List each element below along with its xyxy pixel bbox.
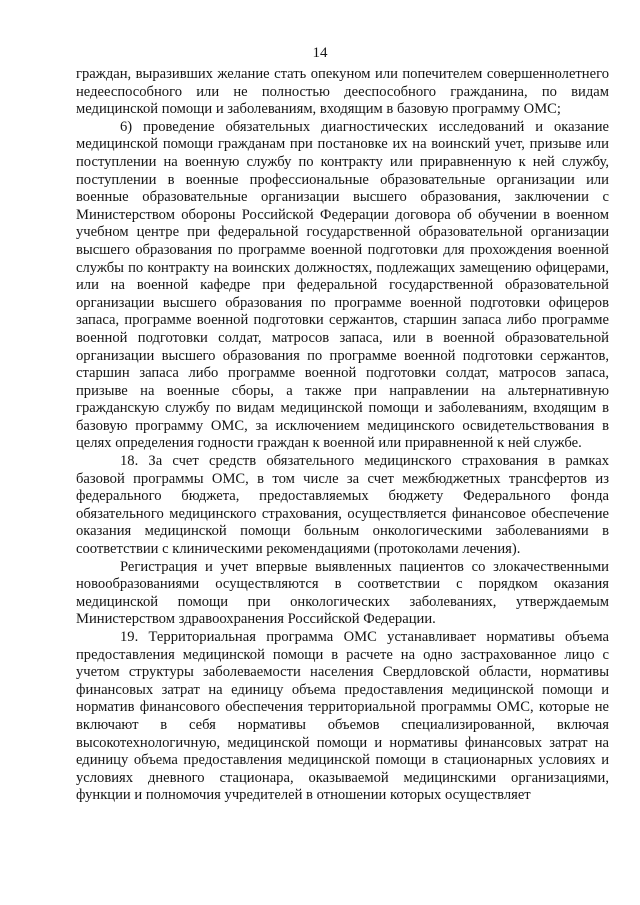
document-body	[76, 66, 609, 805]
paragraph-registration: Регистрация и учет впервые выявленных пациентов со злокачественными новообразованиями осуществляются в соответствии с порядком оказания медицинской помощи при онкологических заболеваниях, утверждаемым Министерством здравоохранения Российской Федерации.	[76, 558, 609, 628]
paragraph-continuation: граждан, выразивших желание стать опекуном или попечителем совершеннолетнего недееспособного или не полностью дееспособного гражданина, по видам медицинской помощи и заболеваниям, входящим в базовую программу ОМС;	[76, 66, 609, 118]
page-number: 14	[312, 45, 328, 61]
paragraph-item-19: 19. Территориальная программа ОМС устанавливает нормативы объема предоставления медицинской помощи в расчете на одно застрахованное лицо с учетом структуры заболеваемости населения Свердловской области, нормативы финансовых затрат на единицу объема предоставления медицинской помощи и норматив финансового обеспечения территориальной программы ОМС, которые не включают в себя нормативы объемов специализированной, включая высокотехнологичную, медицинской помощи и нормативы финансовых затрат на единицу объема предоставления медицинской помощи в стационарных условиях и условиях дневного стационара, оказываемой медицинскими организациями, функции и полномочия учредителей в отношении которых осуществляет	[76, 629, 609, 804]
paragraph-item-18: 18. За счет средств обязательного медицинского страхования в рамках базовой программы ОМС, в том числе за счет межбюджетных трансфертов из федерального бюджета, предоставляемых бюджету Федерального фонда обязательного медицинского страхования, осуществляется финансовое обеспечение оказания медицинской помощи больным онкологическими заболеваниями в соответствии с клиническими рекомендациями (протоколами лечения).	[76, 453, 609, 558]
paragraph-item-6: 6) проведение обязательных диагностических исследований и оказание медицинской помощи гражданам при постановке их на воинский учет, призыве или поступлении на военную службу по контракту или приравненную к ней службу, поступлении в военные профессиональные образовательные организации или военные образовательные организации высшего образования, заключении с Министерством обороны Российской Федерации договора об обучении в военном учебном центре при федеральной государственной образовательной организации высшего образования по программе военной подготовки для прохождения военной службы по контракту на воинских должностях, подлежащих замещению офицерами, или на военной кафедре при федеральной государственной образовательной организации высшего образования по программе военной подготовки офицеров запаса, программе военной подготовки сержантов, старшин запаса либо программе военной подготовки солдат, матросов запаса, или в военной образовательной организации высшего образования по программе военной подготовки сержантов, старшин запаса либо программе военной подготовки солдат, матросов запаса, призыве на военные сборы, а также при направлении на альтернативную гражданскую службу по видам медицинской помощи и заболеваниям, входящим в базовую программу ОМС, за исключением медицинского освидетельствования в целях определения годности граждан к военной или приравненной к ней службе.	[76, 118, 609, 452]
